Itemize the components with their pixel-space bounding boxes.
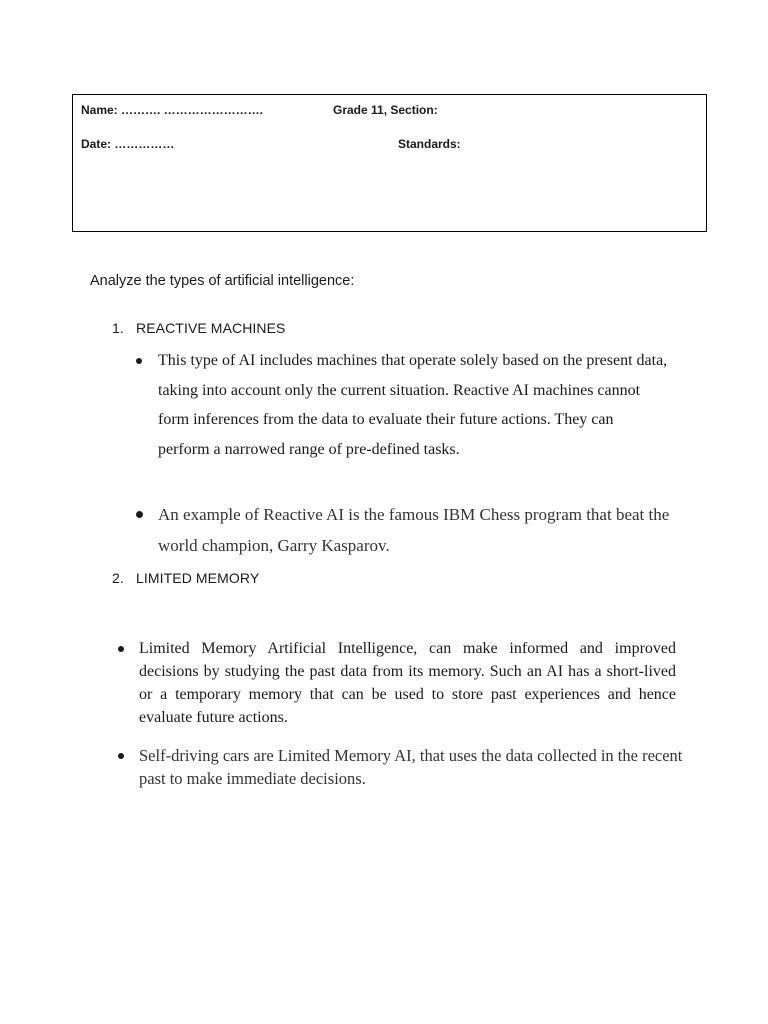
bullet-icon: [118, 753, 124, 759]
standards-label: Standards:: [398, 137, 461, 151]
section-1-bullet-1: [158, 346, 668, 464]
section-2-number: 2.: [112, 570, 124, 586]
date-field-label: Date: ……………: [81, 137, 175, 151]
section-1-title: REACTIVE MACHINES: [136, 320, 286, 336]
section-2-bullet-1: [139, 637, 676, 729]
section-1-heading: [112, 320, 286, 336]
section-1-number: 1.: [112, 320, 124, 336]
bullet-text: An example of Reactive AI is the famous IBM Chess program that beat the world champion, Garry Kasparov.: [158, 505, 670, 555]
student-info-box: [72, 94, 707, 232]
bullet-text: Self-driving cars are Limited Memory AI, that uses the data collected in the recent past to make immediate decisions.: [139, 746, 683, 788]
bullet-text: Limited Memory Artificial Intelligence, can make informed and improved decisions by studying the past data from its memory. Such an AI has a short-lived or a temporary memory that can be used to store past experiences and hence evaluate future actions.: [139, 640, 676, 726]
grade-section-label: Grade 11, Section:: [333, 103, 438, 117]
section-1-bullet-2: [158, 499, 678, 561]
bullet-icon: [118, 646, 124, 652]
bullet-icon: [136, 511, 143, 518]
section-2-title: LIMITED MEMORY: [136, 570, 260, 586]
section-2-heading: [112, 570, 259, 586]
question-prompt: Analyze the types of artificial intelligence:: [90, 273, 355, 289]
name-field-label: Name: ………. …………………….: [81, 103, 264, 117]
bullet-icon: [136, 358, 142, 364]
section-2-bullet-2: [139, 744, 684, 790]
bullet-text: This type of AI includes machines that operate solely based on the present data, taking into account only the current situation. Reactive AI machines cannot form inferences from the data to evaluate their future actions. They can perform a narrowed range of pre-defined tasks.: [158, 352, 668, 458]
